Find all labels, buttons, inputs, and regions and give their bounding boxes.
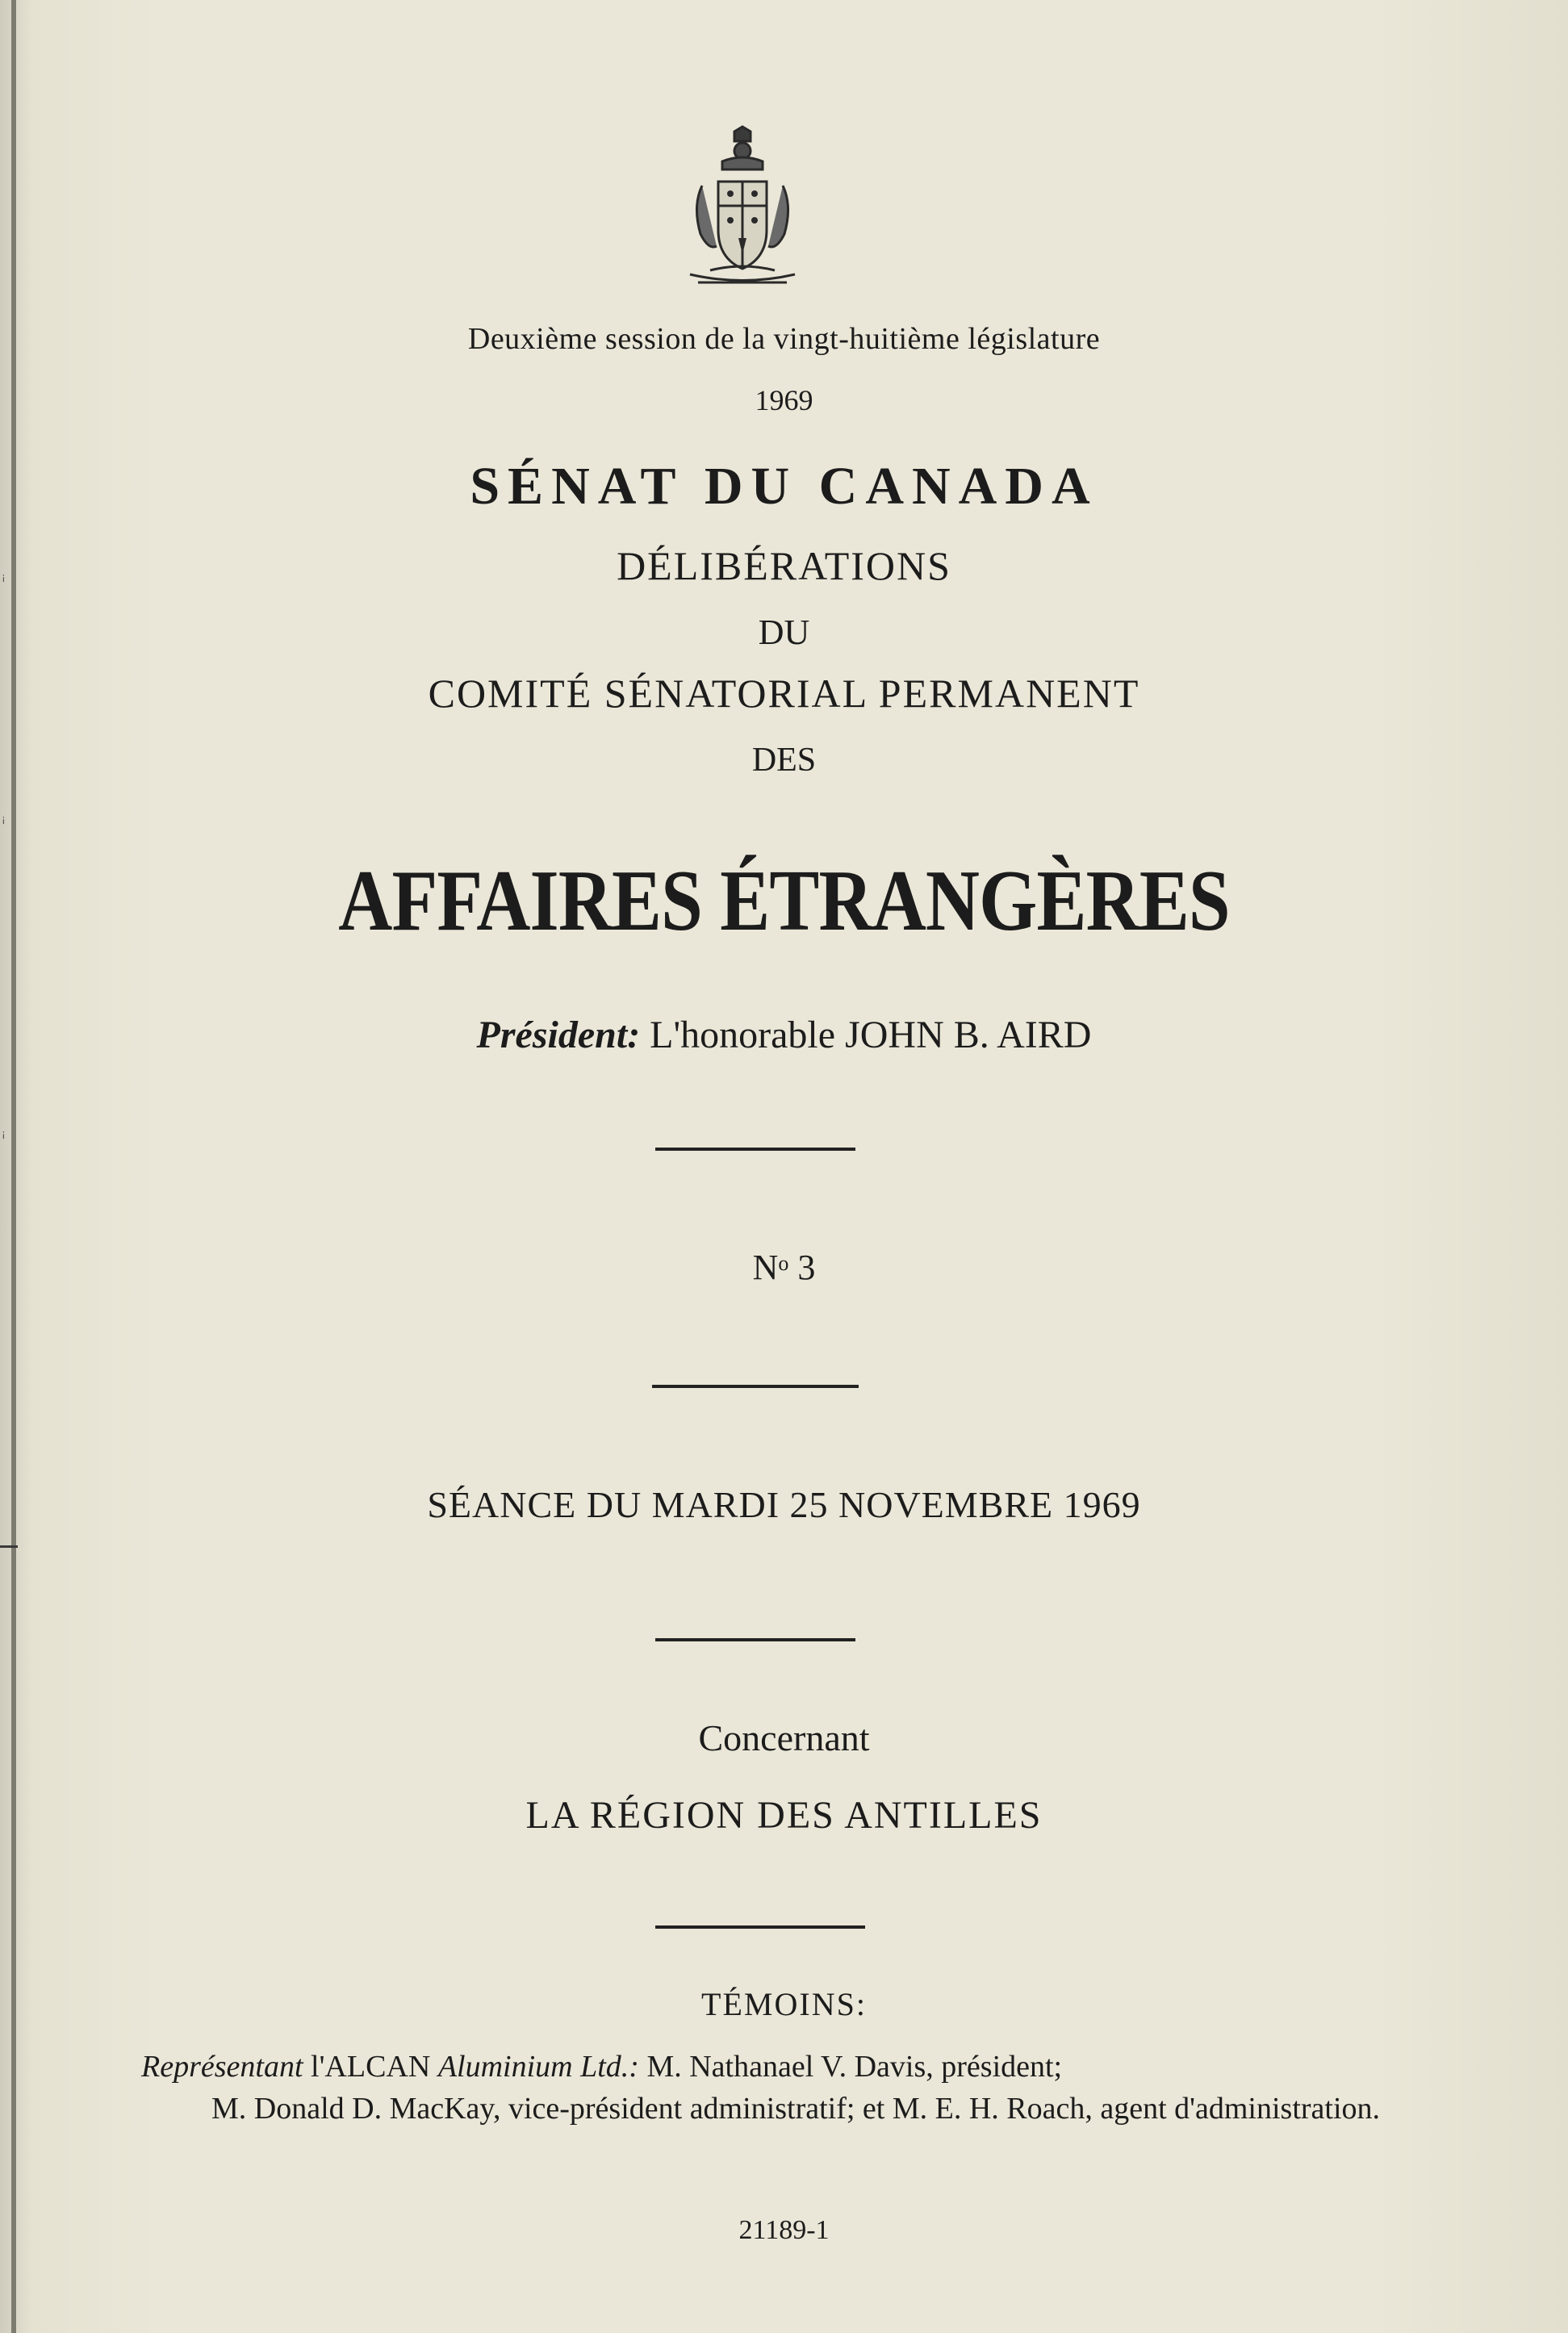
- sitting-date: SÉANCE DU MARDI 25 NOVEMBRE 1969: [427, 1484, 1141, 1525]
- witnesses-continuation: M. Donald D. MacKay, vice-président administratif; et M. E. H. Roach, agent d'administration.: [211, 2092, 1381, 2126]
- institution-title: SÉNAT DU CANADA: [470, 457, 1098, 516]
- topic-region: LA RÉGION DES ANTILLES: [525, 1794, 1043, 1837]
- witnesses-block: [141, 2046, 1408, 2130]
- document-number: 21189-1: [738, 2215, 830, 2245]
- org-prefix: l'ALCAN: [303, 2050, 438, 2084]
- issue-value: 3: [797, 1248, 816, 1287]
- divider: [655, 1925, 865, 1929]
- issue-prefix: N: [752, 1248, 779, 1287]
- org-name: Aluminium Ltd.:: [437, 2050, 639, 2084]
- divider: [652, 1385, 859, 1388]
- divider: [655, 1638, 855, 1641]
- chair-prefix: L'honorable: [650, 1014, 836, 1056]
- proceedings-title: DÉLIBÉRATIONS: [617, 543, 951, 588]
- connector-des: DES: [751, 742, 817, 779]
- margin-tick: ¡: [2, 813, 6, 825]
- divider: [655, 1148, 855, 1151]
- witnesses-heading: TÉMOINS:: [701, 1986, 867, 2022]
- margin-tick: ¡: [2, 571, 6, 583]
- chair-line: [0, 1013, 1568, 1057]
- committee-subject: AFFAIRES ÉTRANGÈRES: [338, 853, 1230, 949]
- margin-tick: ¡: [2, 1128, 6, 1139]
- session-year: 1969: [755, 384, 813, 416]
- chair-label: Président:: [476, 1014, 641, 1056]
- issue-superscript: o: [778, 1252, 789, 1275]
- chair-name: JOHN B. AIRD: [845, 1014, 1092, 1056]
- binding-mark: [0, 1545, 18, 1548]
- representing-label: Représentant: [141, 2050, 303, 2084]
- connector-du: DU: [758, 613, 810, 652]
- concerning-label: Concernant: [698, 1717, 870, 1758]
- session-line: Deuxième session de la vingt-huitième législature: [467, 322, 1101, 356]
- issue-number: [0, 1247, 1568, 1288]
- witness-primary: M. Nathanael V. Davis, président;: [638, 2050, 1063, 2084]
- committee-title: COMITÉ SÉNATORIAL PERMANENT: [428, 671, 1140, 716]
- witnesses-first-line: [141, 2046, 1408, 2088]
- coat-of-arms-icon: [678, 125, 807, 299]
